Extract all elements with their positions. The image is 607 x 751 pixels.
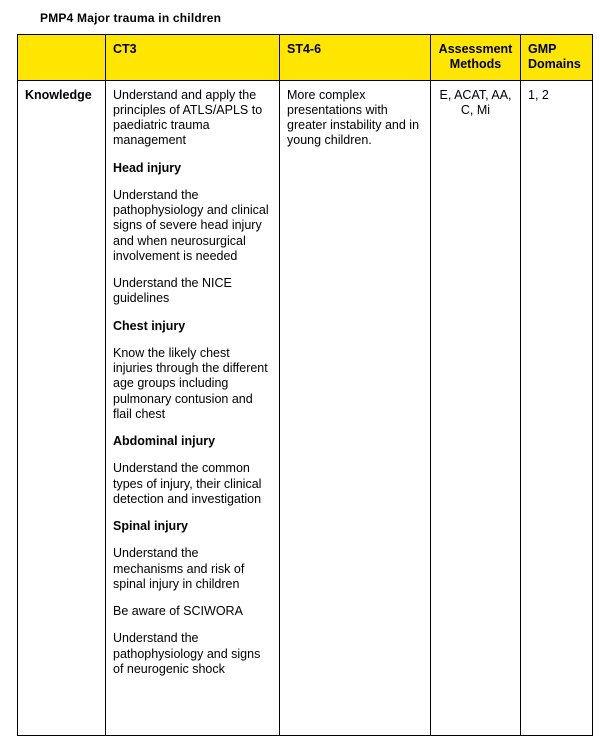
ct3-subheading: Abdominal injury (113, 434, 216, 448)
page-title: PMP4 Major trauma in children (40, 11, 222, 25)
ct3-cell (106, 80, 280, 735)
assessment-methods-cell (431, 80, 521, 735)
assessment-methods-text: E, ACAT, AA, C, Mi (439, 87, 512, 117)
gmp-domains-cell (521, 80, 593, 735)
ct3-subheading: Spinal injury (113, 519, 189, 533)
header-assessment-methods: Assessment Methods (431, 35, 521, 81)
curriculum-table (17, 34, 593, 736)
ct3-paragraph: Understand the pathophysiology and clinical signs of severe head injury and when neurosurgical involvement is needed (113, 187, 269, 263)
ct3-paragraph: Understand and apply the principles of ATLS/APLS to paediatric trauma management (113, 87, 263, 148)
st4-6-text: More complex presentations with greater instability and in young children. (287, 87, 420, 148)
knowledge-row-label: Knowledge (18, 80, 106, 735)
header-gmp-domains: GMP Domains (521, 35, 593, 81)
ct3-paragraph: Understand the NICE guidelines (113, 276, 232, 306)
ct3-paragraph: Be aware of SCIWORA (113, 604, 243, 618)
ct3-paragraph: Know the likely chest injuries through the different age groups including pulmonary contusion and flail chest (113, 345, 268, 421)
table-header-row (18, 35, 593, 81)
header-empty (18, 35, 106, 81)
table-row-knowledge (18, 80, 593, 735)
header-st4-6: ST4-6 (280, 35, 431, 81)
gmp-domains-text: 1, 2 (528, 87, 549, 102)
ct3-paragraph: Understand the common types of injury, their clinical detection and investigation (113, 461, 262, 506)
ct3-paragraph: Understand the pathophysiology and signs of neurogenic shock (113, 631, 261, 676)
ct3-subheading: Head injury (113, 160, 182, 175)
header-ct3: CT3 (106, 35, 280, 81)
st4-6-cell (280, 80, 431, 735)
ct3-subheading: Chest injury (113, 318, 186, 333)
ct3-paragraph: Understand the mechanisms and risk of spinal injury in children (113, 546, 245, 591)
